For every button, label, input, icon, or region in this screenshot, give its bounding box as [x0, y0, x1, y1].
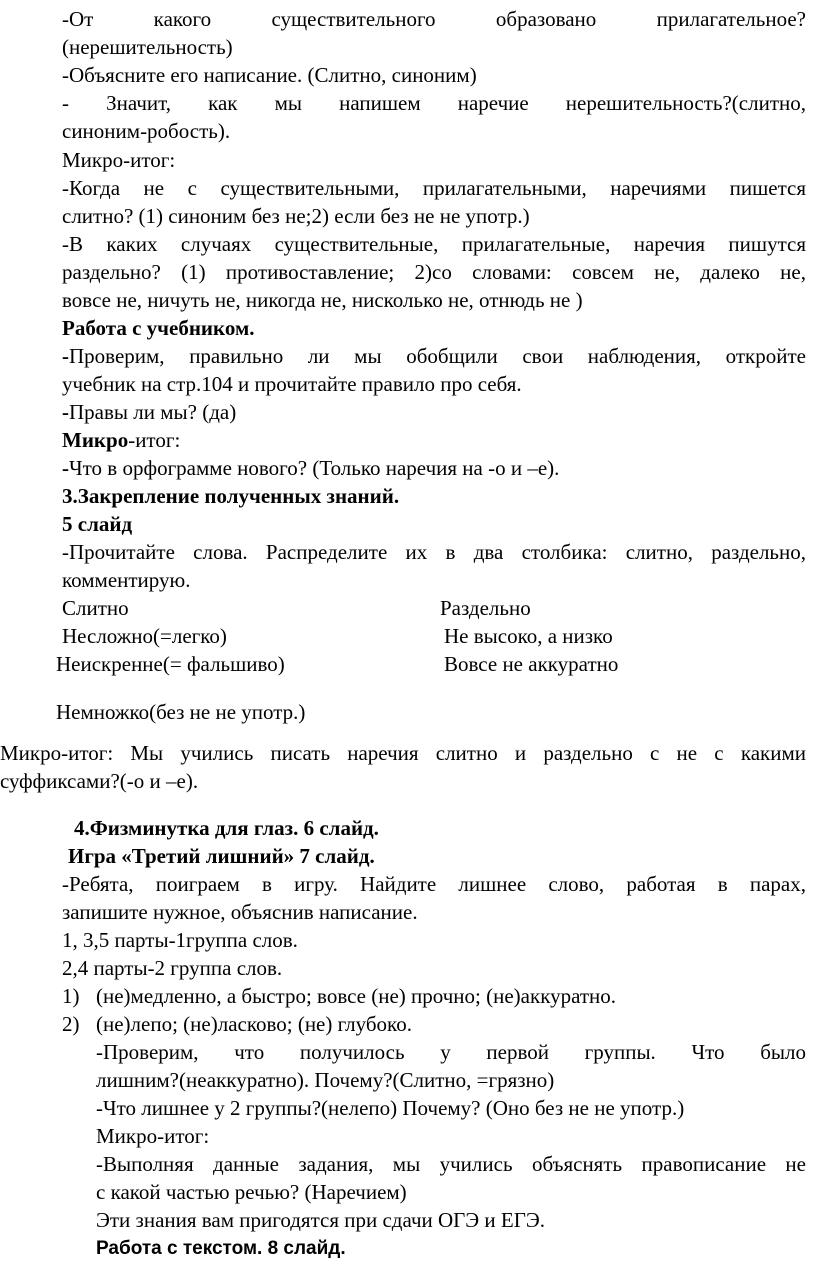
text-line: лишним?(неаккуратно). Почему?(Слитно, =грязно) — [96, 1068, 555, 1092]
column-right-item: Вовсе не аккуратно — [444, 652, 619, 676]
text-line: -Когда не с существительными, прилагательными, наречиями пишется — [62, 176, 806, 200]
text-line — [62, 399, 236, 425]
dash-mark: - — [62, 344, 69, 368]
text-line: -Проверим, что получилось у первой группы. Что было — [96, 1040, 806, 1064]
text-line-body: Правы ли мы? (да) — [69, 400, 237, 424]
text-line-body: Проверим, правильно ли мы обобщили свои наблюдения, откройте — [69, 344, 806, 368]
slide-label: 5 слайд — [62, 512, 133, 536]
text-line: -От какого существительного образовано прилагательное? — [62, 7, 806, 31]
text-line: раздельно? (1) противоставление; 2)со словами: совсем не, далеко не, — [62, 260, 806, 284]
text-line: -Прочитайте слова. Распределите их в два столбика: слитно, раздельно, — [62, 540, 806, 564]
text-line-body: Что в орфограмме нового? (Только наречия на -о и –е). — [69, 456, 560, 480]
text-line: -Объясните его написание. (Слитно, синоним) — [62, 63, 477, 87]
text-line: Микро-итог: — [96, 1124, 210, 1148]
list-item: (не)лепо; (не)ласково; (не) глубоко. — [96, 1012, 412, 1036]
text-line: суффиксами?(-о и –е). — [0, 769, 199, 793]
text-line: синоним-робость). — [62, 119, 231, 143]
column-left-item: Неискренне(= фальшиво) — [56, 652, 285, 676]
section-heading: Работа с текстом. 8 слайд. — [96, 1238, 346, 1259]
text-line: -Выполняя данные задания, мы учились объяснять правописание не — [96, 1152, 806, 1176]
text-line: -В каких случаях существительные, прилагательные, наречия пишутся — [62, 232, 806, 256]
text-line: 1, 3,5 парты-1группа слов. — [62, 928, 298, 952]
text-line: запишите нужное, объяснив написание. — [62, 900, 418, 924]
text-line-body: -итог: — [128, 428, 181, 452]
text-line: Микро-итог: Мы учились писать наречия слитно и раздельно с не с какими — [0, 741, 806, 765]
list-item-number: 1) — [62, 984, 80, 1008]
text-line: 2,4 парты-2 группа слов. — [62, 956, 283, 980]
text-line: комментирую. — [62, 568, 191, 592]
text-line: Эти знания вам пригодятся при сдачи ОГЭ и ЕГЭ. — [96, 1208, 545, 1232]
column-left-item: Немножко(без не не употр.) — [56, 700, 306, 724]
dash-mark: - — [62, 400, 69, 424]
text-line: Микро-итог: — [62, 148, 176, 172]
bold-word: Микро — [62, 428, 129, 452]
list-item: (не)медленно, а быстро; вовсе (не) прочно; (не)аккуратно. — [96, 984, 617, 1008]
section-heading: Игра «Третий лишний» 7 слайд. — [68, 844, 375, 868]
column-right-header: Раздельно — [440, 596, 531, 620]
text-line: -Что лишнее у 2 группы?(нелепо) Почему? (Оно без не не употр.) — [96, 1096, 685, 1120]
text-line: -Ребята, поиграем в игру. Найдите лишнее слово, работая в парах, — [62, 872, 806, 896]
dash-mark: - — [62, 456, 69, 480]
text-line — [62, 455, 559, 481]
column-left-header: Слитно — [62, 596, 129, 620]
text-line: - Значит, как мы напишем наречие нерешительность?(слитно, — [62, 91, 806, 115]
text-line: слитно? (1) синоним без не;2) если без не не употр.) — [62, 204, 530, 228]
text-line: (нерешительность) — [62, 35, 233, 59]
section-heading: 4.Физминутка для глаз. 6 слайд. — [74, 816, 379, 840]
text-line: с какой частью речью? (Наречием) — [96, 1180, 407, 1204]
section-heading: 3.Закрепление полученных знаний. — [62, 484, 400, 508]
section-heading: Работа с учебником. — [62, 316, 255, 340]
text-line — [62, 343, 806, 369]
text-line: вовсе не, ничуть не, никогда не, нисколько не, отнюдь не ) — [62, 288, 583, 312]
text-line: учебник на стр.104 и прочитайте правило про себя. — [62, 372, 522, 396]
text-line — [62, 427, 180, 453]
column-left-item: Несложно(=легко) — [62, 624, 227, 648]
list-item-number: 2) — [62, 1012, 80, 1036]
column-right-item: Не высоко, а низко — [444, 624, 613, 648]
